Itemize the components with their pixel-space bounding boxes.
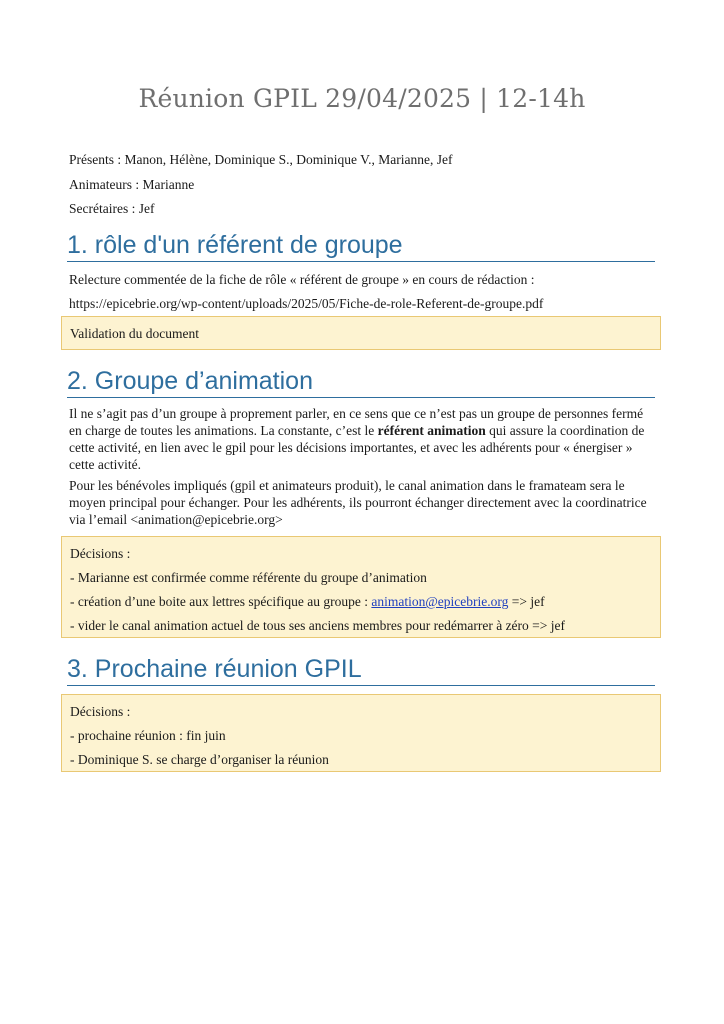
section-2-paragraph-1-start: Il ne s’agit pas d’un groupe à proprement parler, en ce sens que ce n’est pas un groupe de personnes fermé en charge de toutes les animations. La constante, c’est le	[69, 406, 644, 438]
section-3-decisions-label: Décisions :	[70, 704, 131, 719]
section-2-decision-3: - vider le canal animation actuel de tous ses anciens membres pour redémarrer à zéro => jef	[70, 618, 566, 633]
section-1-decision: Validation du document	[70, 326, 199, 341]
section-2-decision-2-end: => jef	[508, 594, 545, 609]
section-3-decisions-box	[61, 694, 661, 772]
section-2-paragraph-1-bold: référent animation	[377, 423, 486, 438]
section-2-decision-1: - Marianne est confirmée comme référente du groupe d’animation	[70, 570, 427, 585]
section-1-intro: Relecture commentée de la fiche de rôle « référent de groupe » en cours de rédaction :	[69, 272, 535, 287]
section-3-decision-2: - Dominique S. se charge d’organiser la réunion	[70, 752, 329, 767]
section-1-decision-box	[61, 316, 661, 350]
section-2-paragraph-2: Pour les bénévoles impliqués (gpil et animateurs produit), le canal animation dans le framateam sera le moyen principal pour échanger. Pour les adhérents, ils pourront échanger directement avec la coordinatrice via l’email <animation@epicebrie.org>	[69, 478, 647, 527]
section-1-heading: 1. rôle d'un référent de groupe	[67, 230, 655, 262]
section-2-decision-2	[70, 594, 545, 610]
attendees: Présents : Manon, Hélène, Dominique S., Dominique V., Marianne, Jef	[69, 152, 453, 167]
section-2-heading: 2. Groupe d’animation	[67, 366, 655, 398]
section-2-paragraph-1-end: qui assure la coordination de cette activité, en lien avec le gpil pour les décisions importantes, et avec les adhérents pour « énergiser » cette activité.	[69, 423, 645, 472]
section-2-decisions-label: Décisions :	[70, 546, 131, 561]
secretaries: Secrétaires : Jef	[69, 201, 155, 216]
section-2-decision-2-start: - création d’une boite aux lettres spécifique au groupe :	[70, 594, 372, 609]
email-link[interactable]: animation@epicebrie.org	[371, 594, 509, 609]
section-3-heading: 3. Prochaine réunion GPIL	[67, 654, 655, 686]
section-2-decisions-box	[61, 536, 661, 638]
section-3-decision-1: - prochaine réunion : fin juin	[70, 728, 226, 743]
section-2-paragraph-1	[69, 405, 659, 473]
section-1-url: https://epicebrie.org/wp-content/uploads/2025/05/Fiche-de-role-Referent-de-groupe.pdf	[69, 296, 544, 311]
page-title: Réunion GPIL 29/04/2025 | 12-14h	[138, 84, 586, 113]
facilitators: Animateurs : Marianne	[69, 177, 195, 192]
